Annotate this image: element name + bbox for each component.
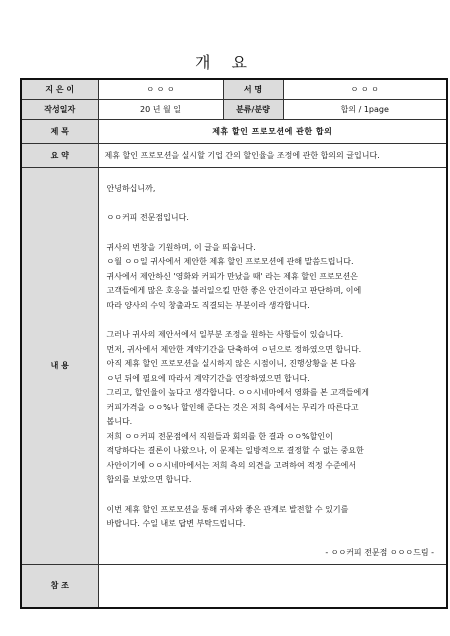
letter-line: ㅇ월 ㅇㅇ일 귀사에서 제안한 제휴 할인 프로모션에 관해 말씀드립니다. — [106, 257, 354, 266]
letter-line: 커피가격을 ㅇㅇ%나 할인해 준다는 것은 저희 측에서는 무리가 따른다고 — [106, 402, 359, 412]
letter-line: 저희 ㅇㅇ커피 전문점에서 직원들과 회의를 한 결과 ㅇㅇ%할인이 — [106, 431, 333, 441]
content-body — [98, 167, 447, 564]
subject-label: 제 목 — [21, 119, 98, 143]
summary-label: 요 약 — [21, 143, 98, 167]
letter-line: 고객들에게 많은 호응을 불러일으킬 만한 좋은 안건이라고 판단하며, 이에 — [106, 286, 362, 295]
letter-line: 귀사에서 제안하신 '영화와 커피가 만났을 때' 라는 제휴 할인 프로모션은 — [106, 271, 358, 281]
author-label: 지 은 이 — [21, 79, 98, 99]
reference-label: 참 조 — [21, 564, 98, 608]
letter-line: ㅇㅇ커피 전문점입니다. — [106, 213, 189, 222]
letter-line: 적당하다는 결론이 나왔으나, 이 문제는 일방적으로 결정할 수 없는 중요한 — [106, 446, 364, 455]
signature-label: 서 명 — [223, 79, 283, 99]
category-value: 합의 / 1page — [283, 99, 447, 119]
date-label: 작성일자 — [21, 99, 98, 119]
letter-line: 귀사의 번창을 기원하며, 이 글을 띄웁니다. — [106, 242, 256, 252]
document-title: 개 요 — [195, 53, 255, 72]
signature-value: ㅇ ㅇ ㅇ — [283, 79, 447, 99]
subject-value: 제휴 할인 프로모션에 관한 합의 — [98, 119, 447, 143]
letter-line: 사안이기에 ㅇㅇ시네마에서는 저희 측의 의견을 고려하여 적정 수준에서 — [106, 460, 357, 470]
content-label: 내 용 — [21, 167, 98, 564]
letter-line: 안녕하십니까, — [106, 183, 156, 193]
letter-line: 바랍니다. 수일 내로 답변 부탁드립니다. — [106, 519, 246, 528]
summary-form-table — [20, 78, 448, 609]
letter-line: 아직 제휴 할인 프로모션을 실시하지 않은 시점이니, 진행상황을 본 다음 — [106, 359, 357, 368]
letter-line: 따라 양사의 수익 창출과도 직결되는 부분이라 생각합니다. — [106, 300, 310, 310]
letter-line: 합의를 보았으면 합니다. — [106, 475, 192, 484]
summary-value: 제휴 할인 프로모션을 실시할 기업 간의 할인율을 조정에 관한 합의의 글입니다. — [98, 143, 447, 167]
date-value: 20 년 월 일 — [98, 99, 223, 119]
author-value: ㅇ ㅇ ㅇ — [98, 79, 223, 99]
letter-paragraph — [107, 182, 437, 197]
letter-paragraph — [107, 503, 437, 532]
letter-signature: - ㅇㅇ커피 전문점 ㅇㅇㅇ드림 - — [325, 547, 434, 557]
letter-paragraph — [107, 241, 437, 314]
letter-paragraphs — [107, 182, 437, 532]
letter-paragraph — [107, 328, 437, 488]
letter-line: 봅니다. — [106, 417, 133, 426]
letter-line: 먼저, 귀사에서 제안한 계약기간을 단축하여 ㅇ년으로 정하였으면 합니다. — [106, 344, 362, 354]
letter-line: 그러나 귀사의 제안서에서 일부분 조정을 원하는 사항들이 있습니다. — [106, 330, 344, 339]
letter-line: ㅇ년 뒤에 필요에 따라서 계약기간을 연장하였으면 합니다. — [106, 373, 310, 383]
letter-paragraph — [107, 211, 437, 226]
letter-line: 그리고, 할인율이 높다고 생각합니다. ㅇㅇ시네마에서 영화를 본 고객들에게 — [106, 388, 369, 397]
letter-line: 이번 제휴 할인 프로모션을 통해 귀사와 좋은 관계로 발전할 수 있기를 — [106, 504, 349, 514]
category-label: 분류/분량 — [223, 99, 283, 119]
reference-value — [98, 564, 447, 608]
